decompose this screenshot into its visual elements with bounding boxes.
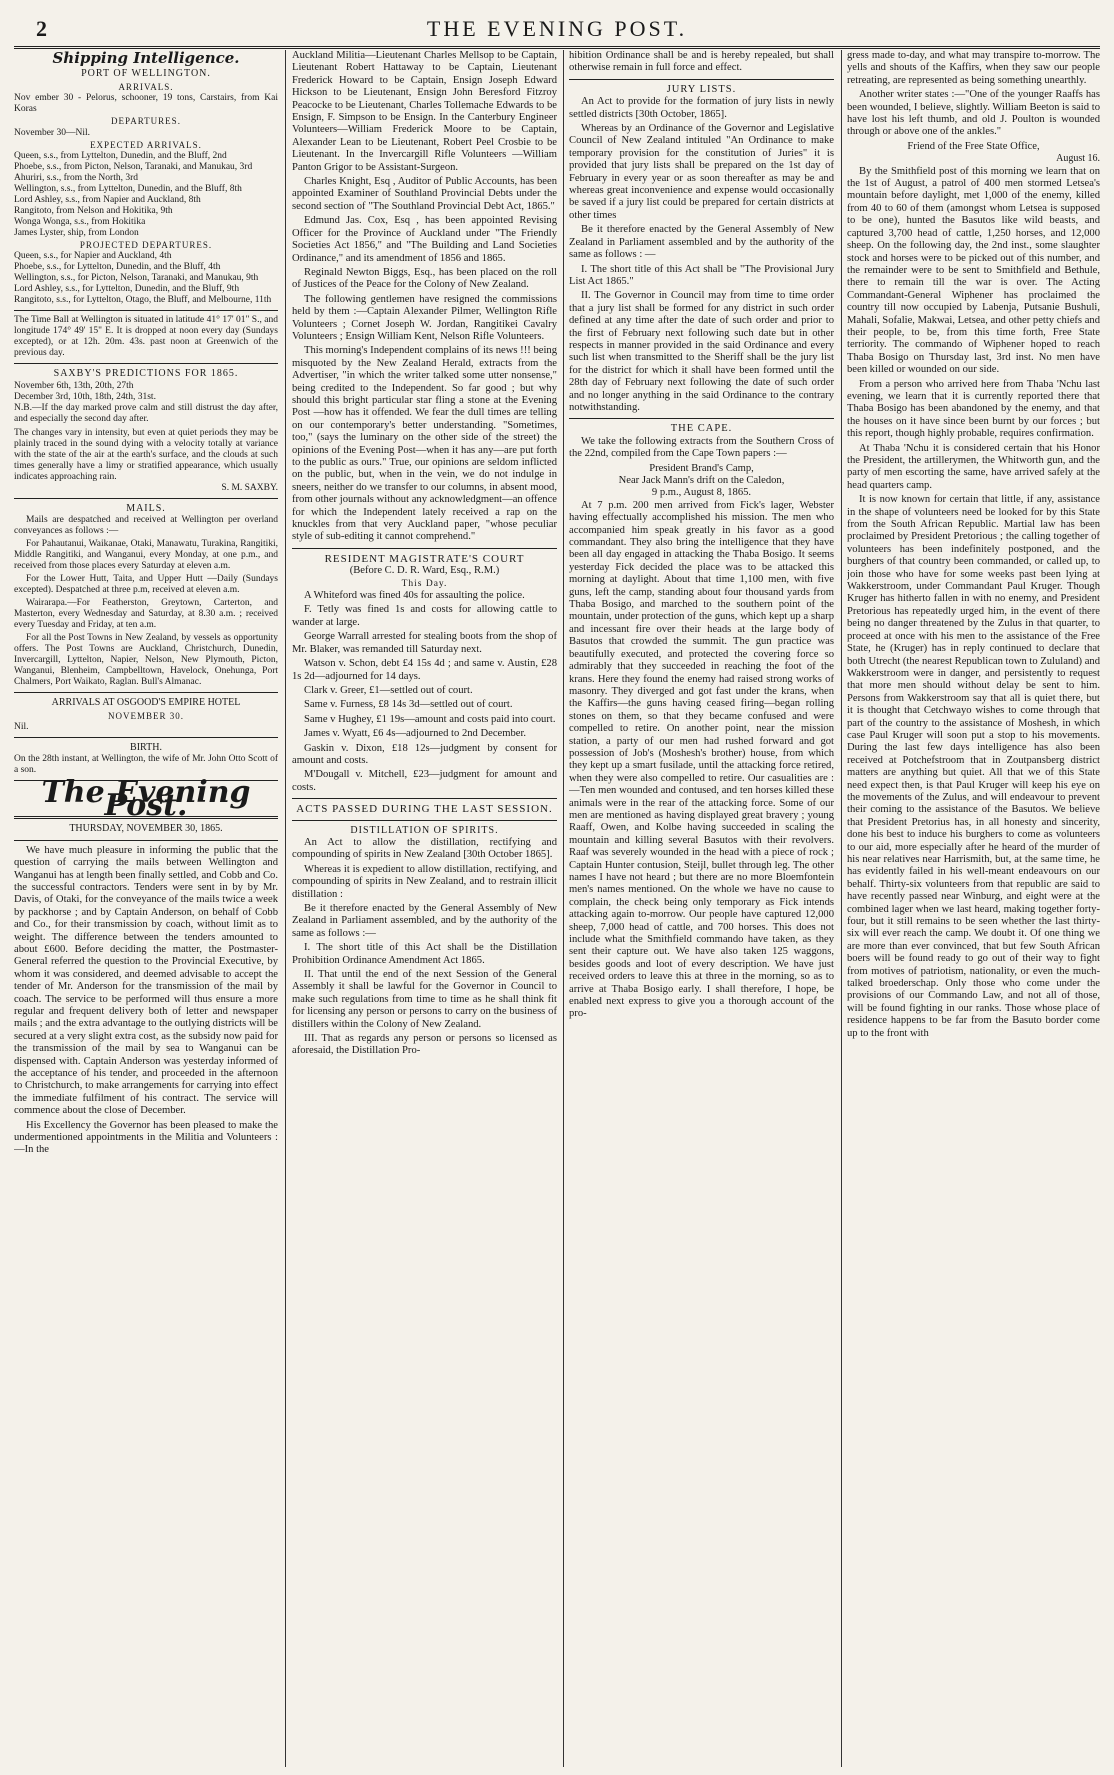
list-item: Queen, s.s., from Lyttelton, Dunedin, and the Bluff, 2nd xyxy=(14,151,227,162)
shipping-heading: Shipping Intelligence. xyxy=(52,50,240,67)
column-2 xyxy=(292,50,557,1767)
paragraph: Another writer states :—"One of the younger Raaffs has been wounded, I believe, slightly. William Beeton is said to have lost his left thumb, and old J. Poulton is wounded through or above one of the ankles." xyxy=(847,89,1100,138)
court-item: Same v Hughey, £1 19s—amount and costs paid into court. xyxy=(304,713,556,725)
editorial-paragraph: His Excellency the Governor has been pleased to make the undermentioned appointments in the Militia and Volunteers :—In the xyxy=(14,1119,278,1156)
page-number: 2 xyxy=(36,16,47,41)
distillation-heading: DISTILLATION OF SPIRITS. xyxy=(350,824,499,836)
paragraph: We take the following extracts from the Southern Cross of the 22nd, compiled from the Cape Town papers :— xyxy=(569,435,834,460)
act-paragraph: Be it therefore enacted by the General Assembly of New Zealand in Parliament assembled and by the authority of the same as follows : — xyxy=(569,224,834,261)
list-item: Rangitoto, from Nelson and Hokitika, 9th xyxy=(14,206,173,217)
list-item: Lord Ashley, s.s., from Napier and Auckland, 8th xyxy=(14,195,201,206)
columns xyxy=(14,50,1100,1767)
court-heading: RESIDENT MAGISTRATE'S COURT xyxy=(324,552,525,565)
list-item: Wonga Wonga, s.s., from Hokitika xyxy=(14,217,146,228)
paragraph: At 7 p.m. 200 men arrived from Fick's lager, Webster having effectually accomplished his mission. The men who accompanied him speak greatly in his favor as a good commandant. They also bring the intelligence that they have been all day engaged in attacking the Thaba Bosigo. It seems yesterday Fick decided the place was to be attacked this morning at daylight. About that time 1,100 men, with five guns, left the camp, standing about four thousand yards from Thaba Bosigo, and marched to the southern point of the mountain, under protection of the guns, which kept up a sharp and incessant fire over their heads at the large body of Basutos that crowded the summit. The gun practice was beautifully executed, and protected the covering force so admirably that they succeeded in reaching the foot of the krans. Here they found the enemy had raised strong works of masonry. They diverged and got fast under the krans, when the Kaffirs—the guns having ceased firing—began rolling stones on them, so that they became confused and were compelled to retire. On another point, near the mission station, a party of our men had rushed forward and got possession of Job's (Moshesh's brother) house, from which they kept up a smart fusilade, until the attacking force retired, when they were also compelled to retire. Our casualities are :—Ten men wounded and contused, and ten horses killed these animals were in the rear of the attacking force. Some of our men are mentioned as having displayed great bravery ; young Raaff, Owen, and Kolbe having succeeded in scaling the mountain and killing several Basutos with their revolvers. Raaf was severely wounded in the head with a piece of rock ; Captain Hunter contusion, Steijl, bullet through leg. The other names I have not heard ; but there are no more Bloemfontein men's names mentioned. On the whole we have no cause to complain, the check being only temporary as Fick intends attacking again to-morrow. Our people have captured 12,000 sheep, 7,000 head of cattle, and 700 horses. This does not include what the Smithfield commando have taken, as they sent their capture out. We have also taken 125 waggons, besides goods and loot of every description. We have just received orders to leave this at three in the morning, so as to arrive at Thaba Bosigo early. I shall therefore, I hope, be enabled next express to give you a thorough account of the pro- xyxy=(569,499,834,1020)
act-paragraph: Whereas it is expedient to allow distillation, rectifying, and compounding of spirits in New Zealand, and to restrain illicit distillation : xyxy=(292,863,557,900)
paragraph: For the Lower Hutt, Taita, and Upper Hutt —Daily (Sundays excepted). Despatched at three p.m, received at eleven a.m. xyxy=(14,574,278,596)
list-item: Phoebe, s.s., from Picton, Nelson, Taranaki, and Manukau, 3rd xyxy=(14,162,253,173)
editorial-paragraph: We have much pleasure in informing the public that the question of carrying the mails between Wellington and Wanganui has at length been finally settled, and Cobb and Co. the successful contractors. Tenders were sent in by by Mr. Davis, of Otaki, for the conveyance of the mails twice a week by packhorse ; and by Captain Anderson, on behalf of Cobb and Co., for their transmission by coach, without limit as to weight. The difference between the tenders amounted to about £600. Before deciding the matter, the Postmaster-General referred the question to the Provincial Executive, by whom it was considered, and deemed advisable to accept the tender of Mr. Anderson for the transmission of the mail by coach. The service to be performed will thus ensure a more regular and frequent delivery both of letter and newspaper mails ; and the extra advantage to the outlying districts will be secured at a very slight extra cost, as the subsidy now paid for the transmission of the mail by sea to Wanganui can be dispensed with. Captain Anderson was yesterday informed of the acceptance of his tender, and proceeded in the afternoon to Christchurch, to make arrangements for carrying into effect the immediate fulfilment of his contract. The service will commence about the close of December. xyxy=(14,844,278,1117)
paragraph: This morning's Independent complains of its news !!! being misquoted by the New Zealand Herald, extracts from the Advertiser, "in which the writer talked some utter nonsense," being credited to the Independent. So far good ; but why should this bright particular star fling a stone at the Evening Post —how has it offended. We fear the dull times are telling on our contemporary's better understanding. "Sometimes, too," (says the luminary on the other side of the street) the opinions of the Evening Post—when it has any—are put forth to the public as ours." True, our opinions are seldom inflicted on the public, but, when in the vein, we do not indulge in sneers, neither do we transfer to our columns, in absent mood, from other journals without any acknowledgment—an offence for which the Independent lately received a rap on the knuckles from that very Auckland paper, "whose peculiar style of sub-editing it cannot comprehend." xyxy=(292,345,557,543)
paragraph: For all the Post Towns in New Zealand, by vessels as opportunity offers. The Post Towns are Auckland, Christchurch, Dunedin, Invercargill, Lyttelton, Napier, Nelson, New Plymouth, Picton, Wanganui, Blenheim, Campbelltown, Havelock, Onehunga, Port Chalmers, Port Waikato, Raglan. Bull's Almanac. xyxy=(14,633,278,688)
mails-text xyxy=(14,515,278,688)
act-paragraph: II. That until the end of the next Session of the General Assembly it shall be lawful for the Governor in Council to make such regulations from time to time as he shall think fit for licensing any person or persons to carry on the business of distillers within the Colony of New Zealand. xyxy=(292,969,557,1030)
paragraph: Charles Knight, Esq , Auditor of Public Accounts, has been appointed Examiner of Southland Provincial Debts under the second section of "The Southland Provincial Debt Act, 1865." xyxy=(292,176,557,212)
masthead xyxy=(14,6,1100,49)
paragraph: From a person who arrived here from Thaba 'Nchu last evening, we learn that it is currently reported there that Thaba Bosigo has been abandoned by the enemy, and that the houses on it have since been burnt by our forces ; but this report, though highly probable, requires confirmation. xyxy=(847,378,1100,440)
act-paragraph: An Act to allow the distillation, rectifying and compounding of spirits in New Zealand [30th October 1865]. xyxy=(292,836,557,861)
expected-heading: EXPECTED ARRIVALS. xyxy=(90,139,202,150)
court-item: M'Dougall v. Mitchell, £23—judgment for amount and costs. xyxy=(292,769,557,793)
port-heading: PORT OF WELLINGTON. xyxy=(81,68,211,80)
arrivals-text: Nov ember 30 - Pelorus, schooner, 19 tons, Carstairs, from Kai Koras xyxy=(14,93,278,115)
act-paragraph: An Act to provide for the formation of jury lists in newly settled districts [30th October, 1865]. xyxy=(569,96,834,120)
list-item: Lord Ashley, s.s., for Lyttelton, Dunedin, and the Bluff, 9th xyxy=(14,284,240,295)
mails-heading: MAILS. xyxy=(126,502,166,514)
expected-list xyxy=(14,151,278,239)
column-3 xyxy=(569,50,834,1767)
osgood-body: Nil. xyxy=(14,722,29,733)
court-day: This Day. xyxy=(401,578,448,589)
evening-post-logo: The Evening Post. xyxy=(41,775,251,823)
saxby-note: N.B.—If the day marked prove calm and still distrust the day after, and especially the second day after. xyxy=(14,402,278,424)
paragraph: gress made to-day, and what may transpire to-morrow. The yells and shouts of the Kaffirs, when they saw our people retreating, are represented as being something unearthly. xyxy=(847,50,1100,86)
court-item: Same v. Furness, £8 14s 3d—settled out of court. xyxy=(304,699,513,711)
saxby-heading: SAXBY'S PREDICTIONS FOR 1865. xyxy=(53,368,239,380)
column-1 xyxy=(14,50,278,1767)
list-item: Wellington, s.s., from Lyttelton, Dunedin, and the Bluff, 8th xyxy=(14,184,242,195)
court-subheading: (Before C. D. R. Ward, Esq., R.M.) xyxy=(349,565,500,577)
act-paragraph: II. The Governor in Council may from time to time order that a jury list shall be formed for any district in such order defined at any time after the date of such order and prior to the first of February next following such date but in other respects in manner provided in the said Ordinance and every such list when transmitted to the Sheriff shall be the jury list for the district for which it shall have been formed until the 28th day of February next following the date of such order and no longer anything in the said Ordinance to the contrary notwithstanding. xyxy=(569,290,834,413)
paragraph: It is now known for certain that little, if any, assistance in the shape of volunteers need be looked for by this State from the South African Republic. Martial law has been proclaimed by President Pretorious ; the calling together of volunteers has been indefinitely postponed, and the burghers of that country been commanded, or called up, to join those who have for some weeks past been lying at Wakkerstroom, under Commandant Paul Kruger. Though Kruger has hitherto fallen in with no enemy, and President Pretorious has repeatedly urged him, in the event of there being no danger threatened by the Zulus in that quarter, to proceed at once with his men to the assistance of the Free State, he (Kruger) has in reply continued to declare that both Utrecht (the nearest Republican town to Zululand) and Wakkerstroom were in danger, and persistently to request that more men should without delay be sent to him. Persons from Wakkerstroom say that all is quiet there, but it is thought that Cetchwayo wishes to come through that part of the country to the assistance of Moshesh, in which case Paul Kruger will soon put a stop to his movements. During the last few days intelligence has also been received at Potchefstroom that in Zoutpansberg district matters are anything but quiet. All that we of this State need expect then, is that Paul Kruger will keep his eye on the movements of the Zulus, and will endeavour to prevent their coming to the assistance of the Basutos. We believe that President Pretorius has, in all honesty and sincerity, done his best to induce his burghers to come as volunteers to our aid, more especially after he heard of the murder of his near relatives near Harrismith, but, at the same time, he has evidently failed in his well-meant endeavours on our behalf. Thirty-six volunteers from that republic are said to have recently passed near Winburg, and eight were at the combined lager when we last heard, making together forty-four, but it still remains to be seen whether the last thirty-six will ever reach the camp. We doubt it. Of one thing we are more than ever convinced, that but few South African boers will be found ready to go out of their way to fight from motives of patriotism, nationality, or even the much-talked broederschap. Only those who come under the provisions of our Commando Law, and not all of those, will be found fighting in our ranks. Those whose place of residence happens to be far from the Basuto border come up to the front with xyxy=(847,494,1100,1039)
saxby-signature: S. M. SAXBY. xyxy=(221,482,278,493)
arrivals-heading: ARRIVALS. xyxy=(118,81,174,92)
court-item: Watson v. Schon, debt £4 15s 4d ; and same v. Austin, £28 1s 2d—adjourned for 14 days. xyxy=(292,658,557,682)
paragraph: The following gentlemen have resigned the commissions held by them :—Captain Alexander Pilmer, Wellington Rifle Volunteers ; Cornet Joseph W. Jordan, Rangitikei Cavalry Volunteers ; Ensign William Kent, Nelson Rifle Volunteers. xyxy=(292,293,557,342)
camp-line: President Brand's Camp, xyxy=(649,462,754,474)
court-item: James v. Wyatt, £6 4s—adjourned to 2nd December. xyxy=(304,728,527,740)
acts-heading: ACTS PASSED DURING THE LAST SESSION. xyxy=(296,803,553,816)
paragraph: Mails are despatched and received at Wellington per overland conveyances as follows :— xyxy=(14,515,278,537)
paragraph: For Pahautanui, Waikanae, Otaki, Manawatu, Turakina, Rangitiki, Middle Rangitiki, and Wanganui, every Monday, at one p.m., and received from those places every Saturday at eleven a.m. xyxy=(14,539,278,572)
birth-heading: BIRTH. xyxy=(130,742,162,754)
paragraph: Auckland Militia—Lieutenant Charles Mellsop to be Captain, Lieutenant Robert Hattaway to be Captain, Lieutenant Frederick Howard to be Captain, Ensign Joseph Edward Hickson to be Lieutenant, Ensign John Beresford Fitzroy Peacocke to be Lieutenant, Charles Tollemache Edwards to be Ensign, F. Simpson to be Ensign. In the Canterbury Engineer Volunteers—William Frederick Moore to be Captain, Alexander Lean to be Lieutenant, Robert Peel Crosbie to be Lieutenant. In the Invercargill Rifle Volunteers —William Panton Grigor to be Assistant-Surgeon. xyxy=(292,50,557,173)
paragraph: By the Smithfield post of this morning we learn that on the 1st of August, a patrol of 400 men stormed Letsea's mountain before daylight, met 1,000 of the enemy, killed from 40 to 60 of them (amongst whom Letsea is supposed to be one), hunted the Basutos like wild beasts, and captured 3,700 head of cattle, 1,250 horses, and 12,000 sheep. On the following day, the 2nd inst., some slaughter stock and horses were to be picked out of this number, and the remainder were to be sent to Smithfield and Bethule, there to remain till the war is over. The Acting Commandant-General Wiphener has proclaimed the country till now occupied by Labenja, Putsanie Bushuli, Mahali, Sofalie, Makwai, Letsea, and other petty chiefs and their people, to be, from this time forth, Free State terriority. The commando of Wiphener hoped to reach Thaba Bosigo on Thursday last, 3rd inst. No men have been killed or wounded on our side. xyxy=(847,165,1100,376)
camp-line: Near Jack Mann's drift on the Caledon, xyxy=(618,475,785,486)
camp-line: 9 p.m., August 8, 1865. xyxy=(651,487,752,499)
cape-heading: THE CAPE. xyxy=(670,423,733,435)
osgood-date: NOVEMBER 30. xyxy=(107,710,184,721)
list-item: Ahuriri, s.s., from the North, 3rd xyxy=(14,173,139,184)
paragraph: hibition Ordinance shall be and is hereby repealed, but shall otherwise remain in full force and effect. xyxy=(569,50,834,74)
projected-list xyxy=(14,251,278,306)
list-item: Rangitoto, s.s., for Lyttelton, Otago, the Bluff, and Melbourne, 11th xyxy=(14,295,272,306)
saxby-dates-2: December 3rd, 10th, 18th, 24th, 31st. xyxy=(14,391,156,402)
paragraph: Edmund Jas. Cox, Esq , has been appointed Revising Officer for the Province of Auckland under "The Friendly Societies Act 1856," and "The Building and Land Societies Ordinance," and its amendment of 1856 and 1865. xyxy=(292,215,557,264)
time-ball-text: The Time Ball at Wellington is situated in latitude 41° 17' 01" S., and longitude 174° 49' 15" E. It is dropped at noon every day (Sundays excepted), or at 12h. 20m. 43s. past noon at Greenwich of the previous day. xyxy=(14,315,278,359)
court-item: Clark v. Greer, £1—settled out of court. xyxy=(304,684,473,696)
list-item: Wellington, s.s., for Picton, Nelson, Taranaki, and Manukau, 9th xyxy=(14,273,259,284)
dateline: THURSDAY, NOVEMBER 30, 1865. xyxy=(69,823,223,835)
list-item: Queen, s.s., for Napier and Auckland, 4th xyxy=(14,251,172,262)
act-paragraph: I. The short title of this Act shall be the Distillation Prohibition Ordinance Amendment Act 1865. xyxy=(292,942,557,966)
jury-heading: JURY LISTS. xyxy=(666,83,737,95)
osgood-heading: ARRIVALS AT OSGOOD'S EMPIRE HOTEL xyxy=(51,697,241,709)
saxby-body: The changes vary in intensity, but even at quiet periods they may be plainly traced in the sound dying with a velocity totally at variance with the state of the air at the earth's surface, and the clouds at such times generally have a limy or stratified appearance, which usually indicates approaching rain. xyxy=(14,427,278,482)
act-paragraph: I. The short title of this Act shall be "The Provisional Jury List Act 1865." xyxy=(569,263,834,287)
dateline-office: Friend of the Free State Office, xyxy=(907,140,1040,152)
dateline-date: August 16. xyxy=(1056,153,1100,165)
paragraph: Wairarapa.—For Featherston, Greytown, Carterton, and Masterton, every Wednesday and Saturday, at 8.30 a.m. ; received every Tuesday and Friday, at ten a.m. xyxy=(14,598,278,631)
act-paragraph: III. That as regards any person or persons so licensed as aforesaid, the Distillation Pro- xyxy=(292,1033,557,1057)
act-paragraph: Whereas by an Ordinance of the Governor and Legislative Council of New Zealand intituled "An Ordinance to make temporary provision for the constitution of Juries" it is provided that jury lists shall be prepared on the 1st day of February in every year or as soon thereafter as may be and whereas great inconvenience and expense would occasionally be saved if a jury list could be prepared for certain districts at other times xyxy=(569,123,834,221)
saxby-dates-1: November 6th, 13th, 20th, 27th xyxy=(14,380,134,391)
list-item: James Lyster, ship, from London xyxy=(14,228,139,239)
departures-heading: DEPARTURES. xyxy=(111,116,181,127)
birth-body: On the 28th instant, at Wellington, the wife of Mr. John Otto Scott of a son. xyxy=(14,754,278,776)
list-item: Phoebe, s.s., for Lyttelton, Dunedin, and the Bluff, 4th xyxy=(14,262,221,273)
paragraph: At Thaba 'Nchu it is considered certain that his Honor the President, the artillerymen, the Whitworth gun, and the party of men escorting the same, have arrived safely at the head quarters camp. xyxy=(847,442,1100,491)
act-paragraph: Be it therefore enacted by the General Assembly of New Zealand in Parliament assembled, and by the authority of the same as follows :— xyxy=(292,903,557,939)
newspaper-title: THE EVENING POST. xyxy=(426,16,688,41)
court-item: Gaskin v. Dixon, £18 12s—judgment by consent for amount and costs. xyxy=(292,742,557,766)
court-item: A Whiteford was fined 40s for assaulting the police. xyxy=(304,590,525,602)
projected-heading: PROJECTED DEPARTURES. xyxy=(79,240,213,251)
column-4 xyxy=(847,50,1100,1767)
court-item: F. Tetly was fined 1s and costs for allowing cattle to wander at large. xyxy=(292,604,557,628)
paragraph: Reginald Newton Biggs, Esq., has been placed on the roll of Justices of the Peace for the Colony of New Zealand. xyxy=(292,266,557,291)
departures-text: November 30—Nil. xyxy=(14,127,90,138)
court-item: George Warrall arrested for stealing boots from the shop of Mr. Blaker, was remanded till Saturday next. xyxy=(292,631,557,655)
